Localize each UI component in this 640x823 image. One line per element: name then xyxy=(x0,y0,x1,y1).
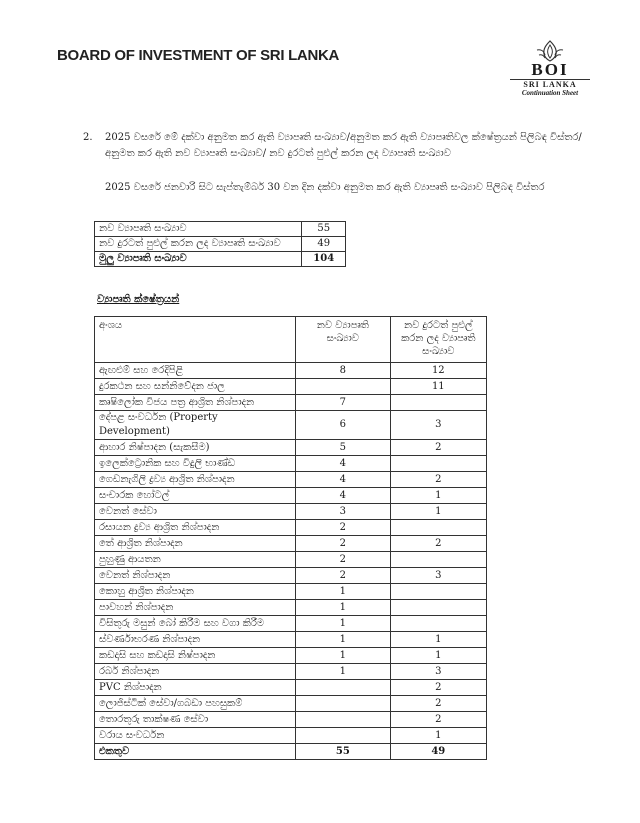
expansion-count-cell xyxy=(390,600,486,616)
expansion-count-cell: 3 xyxy=(390,411,486,440)
table-row xyxy=(95,520,487,536)
new-count-cell: 1 xyxy=(296,616,391,632)
new-count-cell: 1 xyxy=(296,632,391,648)
expansion-count-cell: 2 xyxy=(390,696,486,712)
sector-name-cell: ආහාර නිෂ්පාදන (සැකසීම) xyxy=(95,440,296,456)
expansion-count-cell xyxy=(390,616,486,632)
sector-name-cell: ඇඟළුම් සහ රෙදිපිළි xyxy=(95,363,296,379)
sector-name-cell: කොහු ආශ්‍රිත නිශ්පාදන xyxy=(95,584,296,600)
boi-emblem-icon xyxy=(533,40,567,62)
sectors-table xyxy=(94,316,487,760)
table-row xyxy=(95,379,487,395)
summary-value: 49 xyxy=(302,237,346,252)
new-count-cell: 2 xyxy=(296,536,391,552)
table-row xyxy=(95,552,487,568)
table-row xyxy=(95,411,487,440)
expansion-count-cell: 1 xyxy=(390,504,486,520)
section-number: 2. xyxy=(83,132,93,143)
table-row xyxy=(95,664,487,680)
summary-table xyxy=(94,221,346,267)
sector-name-cell: වෙනත් නිශ්පාදන xyxy=(95,568,296,584)
summary-total-row xyxy=(95,252,346,267)
new-count-cell: 5 xyxy=(296,440,391,456)
sector-name-cell: ගෙඩනැගිලි ද්‍රව්‍ය ආශ්‍රිත නිශ්පාදන xyxy=(95,472,296,488)
expansion-count-cell: 2 xyxy=(390,712,486,728)
new-count-cell: 2 xyxy=(296,520,391,536)
new-count-cell: 1 xyxy=(296,664,391,680)
new-count-cell: 8 xyxy=(296,363,391,379)
new-count-cell: 4 xyxy=(296,472,391,488)
sector-name-cell: රබර් නිශ්පාදන xyxy=(95,664,296,680)
summary-label: නව දුරටත් පුළුල් කරන ලද ව්‍යාපෘති සංඛ්‍යාව xyxy=(95,237,302,252)
sector-name-cell: දේපළ සංවර්ධන (Property Development) xyxy=(95,411,296,440)
new-count-cell: 1 xyxy=(296,600,391,616)
new-count-cell: 4 xyxy=(296,488,391,504)
sector-name-cell: කෘෂිලෝක විජය පත්‍ර ආශ්‍රිත නිශ්පාදන xyxy=(95,395,296,411)
table-row xyxy=(95,536,487,552)
sector-name-cell: සංචාරක හෝටල් xyxy=(95,488,296,504)
expansion-count-cell: 1 xyxy=(390,632,486,648)
sector-name-cell: වරාය සංවර්ධන xyxy=(95,728,296,744)
summary-value: 55 xyxy=(302,222,346,237)
table-row xyxy=(95,584,487,600)
sector-name-cell: තේ ආශ්‍රිත නිශ්පාදන xyxy=(95,536,296,552)
new-count-cell: 1 xyxy=(296,648,391,664)
new-count-cell: 4 xyxy=(296,456,391,472)
table-row xyxy=(95,488,487,504)
expansion-count-cell: 3 xyxy=(390,568,486,584)
sector-name-cell: පාවහන් නිශ්පාදන xyxy=(95,600,296,616)
table-row xyxy=(95,632,487,648)
expansion-count-cell: 1 xyxy=(390,648,486,664)
new-count-cell: 7 xyxy=(296,395,391,411)
boi-logo xyxy=(504,40,596,97)
sectors-heading: ව්‍යාපෘති ක්ෂේත්‍රයන් xyxy=(97,294,180,305)
table-row xyxy=(95,472,487,488)
table-row xyxy=(95,456,487,472)
sector-name-cell: තොරතුරු තාක්ෂණ සේවා xyxy=(95,712,296,728)
expansion-count-cell xyxy=(390,584,486,600)
section-2-subtext: 2025 වසරේ ජනවාරි සිට සැප්තැම්බර් 30 වන දින දක්වා අනුමත කර ඇති ව්‍යාපෘති සංඛ්‍යාව පිලිබඳ විස්තර xyxy=(105,182,545,193)
expansion-count-cell xyxy=(390,552,486,568)
column-header-sector: අංශය xyxy=(95,317,296,363)
expansion-count-cell: 1 xyxy=(390,488,486,504)
sector-name-cell: ඉලෙක්ට්‍රොනික සහ විදුලි භාණ්ඩ xyxy=(95,456,296,472)
sector-name-cell: PVC නිශ්පාදන xyxy=(95,680,296,696)
sectors-total-row xyxy=(95,744,487,760)
sector-name-cell: රසායන ද්‍රව්‍ය ආශ්‍රිත නිශ්පාදන xyxy=(95,520,296,536)
sector-name-cell: ලොජිස්ටික් සේවා/ගබඩා පහසුකම් xyxy=(95,696,296,712)
expansion-count-cell: 2 xyxy=(390,472,486,488)
column-header-expansion: නව දුරටත් පුළුල් කරන ලද ව්‍යාපෘති සංඛ්‍යාව xyxy=(390,317,486,363)
expansion-count-cell: 11 xyxy=(390,379,486,395)
expansion-count-cell xyxy=(390,395,486,411)
sector-name-cell: දුරකථන සහ සන්නිවේදන ජාල xyxy=(95,379,296,395)
table-header-row xyxy=(95,317,487,363)
summary-label: නව ව්‍යාපෘති සංඛ්‍යාව xyxy=(95,222,302,237)
new-count-cell xyxy=(296,379,391,395)
table-row xyxy=(95,600,487,616)
logo-sheet-text: Continuation Sheet xyxy=(521,89,579,97)
table-row xyxy=(95,568,487,584)
new-count-cell xyxy=(296,680,391,696)
logo-boi-text: BOI xyxy=(531,60,569,79)
summary-total-label: මුලු ව්‍යාපෘති සංඛ්‍යාව xyxy=(95,252,302,267)
expansion-count-cell xyxy=(390,456,486,472)
expansion-count-cell: 49 xyxy=(390,744,486,760)
new-count-cell: 2 xyxy=(296,552,391,568)
sector-name-cell: ස්වර්ණාභරණ නිශ්පාදන xyxy=(95,632,296,648)
sector-name-cell: වෙනත් සේවා xyxy=(95,504,296,520)
column-header-new: නව ව්‍යාපෘති සංඛ්‍යාව xyxy=(296,317,391,363)
new-count-cell: 6 xyxy=(296,411,391,440)
section-2-paragraph xyxy=(83,130,603,162)
sector-name-cell: කඩදාසි සහ කඩදාසි නිෂ්පාදන xyxy=(95,648,296,664)
new-count-cell: 55 xyxy=(296,744,391,760)
logo-country-text: SRI LANKA xyxy=(510,79,590,89)
expansion-count-cell: 1 xyxy=(390,728,486,744)
new-count-cell xyxy=(296,712,391,728)
new-count-cell: 2 xyxy=(296,568,391,584)
new-count-cell xyxy=(296,696,391,712)
table-row xyxy=(95,395,487,411)
expansion-count-cell xyxy=(390,520,486,536)
expansion-count-cell: 12 xyxy=(390,363,486,379)
expansion-count-cell: 2 xyxy=(390,680,486,696)
table-row xyxy=(95,728,487,744)
table-row xyxy=(95,712,487,728)
section-2-text: 2025 වසරේ මේ දක්වා අනුමත කර ඇති ව්‍යාපෘති සංඛ්‍යාව/අනුමත කර ඇති ව්‍යාපෘතිවල ක්ෂේත්‍රයන් පිලිබඳ විස්තර/අනුමත කර ඇති නව ව්‍යාපෘති සංඛ්‍යාව/ නව දුරටත් පුළුල් කරන ලද ව්‍යාපෘති සංඛ්‍යාව xyxy=(105,132,582,159)
expansion-count-cell: 3 xyxy=(390,664,486,680)
page-header-title: BOARD OF INVESTMENT OF SRI LANKA xyxy=(57,47,340,64)
sector-name-cell: විසිතුරු මසුන් බෝ කිරීම සහ වගා කිරීම xyxy=(95,616,296,632)
table-row xyxy=(95,680,487,696)
sector-name-cell: පුහුණු ආයතන xyxy=(95,552,296,568)
table-row xyxy=(95,222,346,237)
table-row xyxy=(95,504,487,520)
new-count-cell: 3 xyxy=(296,504,391,520)
table-row xyxy=(95,363,487,379)
table-row xyxy=(95,440,487,456)
expansion-count-cell: 2 xyxy=(390,440,486,456)
new-count-cell: 1 xyxy=(296,584,391,600)
summary-total-value: 104 xyxy=(302,252,346,267)
table-row xyxy=(95,237,346,252)
new-count-cell xyxy=(296,728,391,744)
table-row xyxy=(95,696,487,712)
expansion-count-cell: 2 xyxy=(390,536,486,552)
table-row xyxy=(95,616,487,632)
table-row xyxy=(95,648,487,664)
sector-name-cell: එකතුව xyxy=(95,744,296,760)
